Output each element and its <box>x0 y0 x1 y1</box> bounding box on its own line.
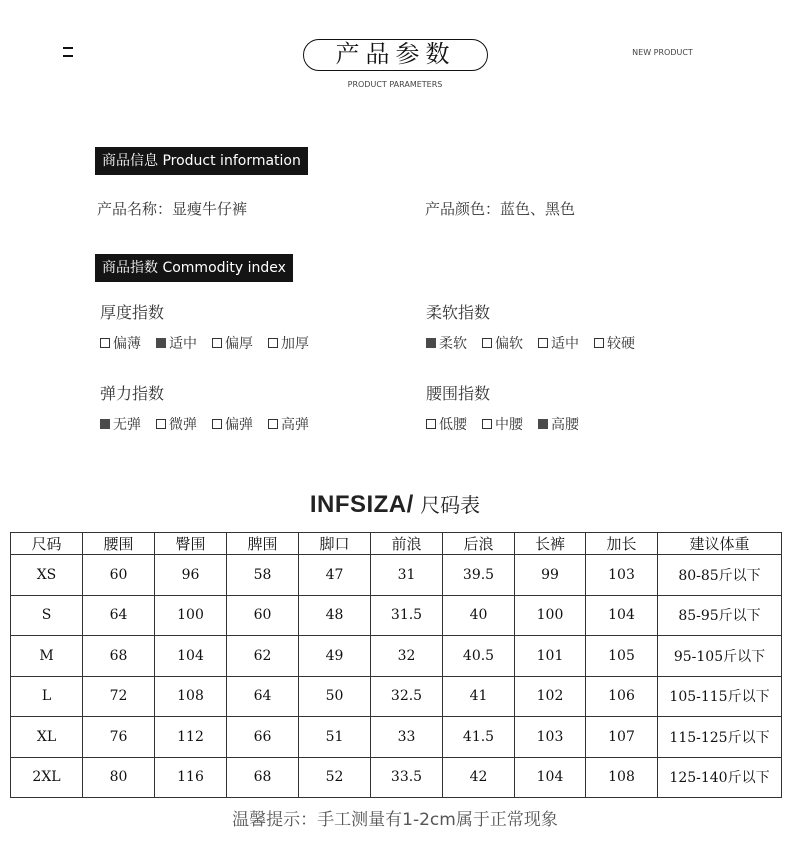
index-option-label: 低腰 <box>439 417 467 433</box>
table-header-cell: 后浪 <box>443 533 515 555</box>
index-option <box>268 333 309 353</box>
table-cell: 103 <box>515 717 586 758</box>
size-chart-label: 尺码表 <box>420 493 481 517</box>
table-cell: 49 <box>299 636 371 677</box>
index-title: 弹力指数 <box>100 384 165 403</box>
table-header-row <box>11 533 782 555</box>
table-row <box>11 717 782 758</box>
table-cell: 105-115斤以下 <box>658 676 782 717</box>
table-cell: 80 <box>83 757 155 798</box>
table-cell: 104 <box>515 757 586 798</box>
table-cell: 51 <box>299 717 371 758</box>
index-option-label: 较硬 <box>607 336 635 352</box>
unchecked-box-icon <box>594 338 604 348</box>
index-option <box>594 333 635 353</box>
index-option <box>482 414 523 434</box>
table-cell: 108 <box>586 757 658 798</box>
table-cell: 60 <box>227 595 299 636</box>
index-option-label: 加厚 <box>281 336 309 352</box>
table-cell: 31 <box>371 555 443 596</box>
unchecked-box-icon <box>482 338 492 348</box>
unchecked-box-icon <box>426 419 436 429</box>
index-title: 厚度指数 <box>100 303 165 322</box>
index-title: 腰围指数 <box>426 384 491 403</box>
table-cell: 108 <box>155 676 227 717</box>
table-cell: XS <box>11 555 83 596</box>
table-cell: 80-85斤以下 <box>658 555 782 596</box>
table-header-cell: 前浪 <box>371 533 443 555</box>
index-option-label: 偏厚 <box>225 336 253 352</box>
table-cell: 58 <box>227 555 299 596</box>
table-cell: XL <box>11 717 83 758</box>
index-option <box>538 414 579 434</box>
unchecked-box-icon <box>212 419 222 429</box>
table-cell: 99 <box>515 555 586 596</box>
product-info-label: 商品信息 Product information <box>95 147 308 175</box>
table-cell: 47 <box>299 555 371 596</box>
index-option <box>212 333 253 353</box>
table-cell: 100 <box>155 595 227 636</box>
index-option-label: 高弹 <box>281 417 309 433</box>
table-cell: 32 <box>371 636 443 677</box>
table-cell: 116 <box>155 757 227 798</box>
index-option <box>100 414 141 434</box>
index-option-label: 偏弹 <box>225 417 253 433</box>
table-cell: 115-125斤以下 <box>658 717 782 758</box>
table-cell: 68 <box>83 636 155 677</box>
table-cell: S <box>11 595 83 636</box>
table-cell: 72 <box>83 676 155 717</box>
index-option <box>268 414 309 434</box>
table-cell: 96 <box>155 555 227 596</box>
table-header-cell: 建议体重 <box>658 533 782 555</box>
index-options <box>426 333 650 353</box>
index-title: 柔软指数 <box>426 303 491 322</box>
table-cell: 33.5 <box>371 757 443 798</box>
unchecked-box-icon <box>212 338 222 348</box>
new-product-link[interactable]: NEW PRODUCT <box>632 48 693 57</box>
table-row <box>11 555 782 596</box>
index-option <box>482 333 523 353</box>
checked-box-icon <box>156 338 166 348</box>
table-row <box>11 757 782 798</box>
table-row <box>11 676 782 717</box>
index-options <box>100 333 324 353</box>
table-cell: 66 <box>227 717 299 758</box>
table-header-cell: 尺码 <box>11 533 83 555</box>
table-header-cell: 腰围 <box>83 533 155 555</box>
unchecked-box-icon <box>100 338 110 348</box>
table-cell: 39.5 <box>443 555 515 596</box>
commodity-index-label: 商品指数 Commodity index <box>95 254 293 282</box>
unchecked-box-icon <box>268 338 278 348</box>
index-option-label: 微弹 <box>169 417 197 433</box>
table-cell: 76 <box>83 717 155 758</box>
table-cell: 100 <box>515 595 586 636</box>
table-header-cell: 长裤 <box>515 533 586 555</box>
menu-icon[interactable] <box>63 47 73 59</box>
index-options <box>100 414 324 434</box>
page-title-pill <box>303 39 488 71</box>
table-cell: 104 <box>586 595 658 636</box>
table-header-cell: 脾围 <box>227 533 299 555</box>
index-option-label: 高腰 <box>551 417 579 433</box>
index-option-label: 偏薄 <box>113 336 141 352</box>
index-option-label: 无弹 <box>113 417 141 433</box>
table-cell: 106 <box>586 676 658 717</box>
index-option <box>100 333 141 353</box>
brand-name: INFSIZA/ <box>309 491 414 518</box>
index-option <box>426 333 467 353</box>
table-cell: 41.5 <box>443 717 515 758</box>
table-cell: 32.5 <box>371 676 443 717</box>
size-table <box>10 532 782 798</box>
table-cell: 33 <box>371 717 443 758</box>
table-header-cell: 脚口 <box>299 533 371 555</box>
table-cell: 105 <box>586 636 658 677</box>
index-option-label: 柔软 <box>439 336 467 352</box>
index-group-thickness <box>100 300 324 353</box>
unchecked-box-icon <box>482 419 492 429</box>
table-cell: 95-105斤以下 <box>658 636 782 677</box>
table-row <box>11 595 782 636</box>
table-cell: 40 <box>443 595 515 636</box>
index-option-label: 适中 <box>169 336 197 352</box>
index-option-label: 中腰 <box>495 417 523 433</box>
index-option-label: 偏软 <box>495 336 523 352</box>
table-cell: 64 <box>83 595 155 636</box>
table-cell: M <box>11 636 83 677</box>
size-chart-title <box>0 489 790 519</box>
table-cell: 112 <box>155 717 227 758</box>
index-group-softness <box>426 300 650 353</box>
table-cell: 42 <box>443 757 515 798</box>
table-cell: 102 <box>515 676 586 717</box>
index-options <box>426 414 594 434</box>
index-option <box>538 333 579 353</box>
checked-box-icon <box>426 338 436 348</box>
checked-box-icon <box>100 419 110 429</box>
checked-box-icon <box>538 419 548 429</box>
product-name: 产品名称：显瘦牛仔裤 <box>97 200 248 218</box>
table-cell: 101 <box>515 636 586 677</box>
table-cell: 41 <box>443 676 515 717</box>
table-cell: 125-140斤以下 <box>658 757 782 798</box>
table-header-cell: 加长 <box>586 533 658 555</box>
index-option <box>156 414 197 434</box>
table-cell: 48 <box>299 595 371 636</box>
table-row <box>11 636 782 677</box>
unchecked-box-icon <box>156 419 166 429</box>
table-cell: 104 <box>155 636 227 677</box>
table-cell: 2XL <box>11 757 83 798</box>
table-cell: 60 <box>83 555 155 596</box>
product-color: 产品颜色：蓝色、黑色 <box>425 200 576 218</box>
table-cell: 62 <box>227 636 299 677</box>
index-group-elasticity <box>100 381 324 434</box>
page-subtitle: PRODUCT PARAMETERS <box>347 80 443 89</box>
table-cell: 52 <box>299 757 371 798</box>
unchecked-box-icon <box>268 419 278 429</box>
table-cell: 31.5 <box>371 595 443 636</box>
unchecked-box-icon <box>538 338 548 348</box>
table-cell: 103 <box>586 555 658 596</box>
table-cell: 50 <box>299 676 371 717</box>
index-option <box>426 414 467 434</box>
table-header-cell: 臀围 <box>155 533 227 555</box>
index-option <box>212 414 253 434</box>
table-cell: 40.5 <box>443 636 515 677</box>
table-cell: 85-95斤以下 <box>658 595 782 636</box>
table-cell: 64 <box>227 676 299 717</box>
page-title: 产品参数 <box>335 40 456 68</box>
table-cell: 107 <box>586 717 658 758</box>
index-group-waist <box>426 381 594 434</box>
index-option-label: 适中 <box>551 336 579 352</box>
table-cell: L <box>11 676 83 717</box>
index-option <box>156 333 197 353</box>
measurement-tip: 温馨提示：手工测量有1-2cm属于正常现象 <box>232 810 558 830</box>
table-cell: 68 <box>227 757 299 798</box>
